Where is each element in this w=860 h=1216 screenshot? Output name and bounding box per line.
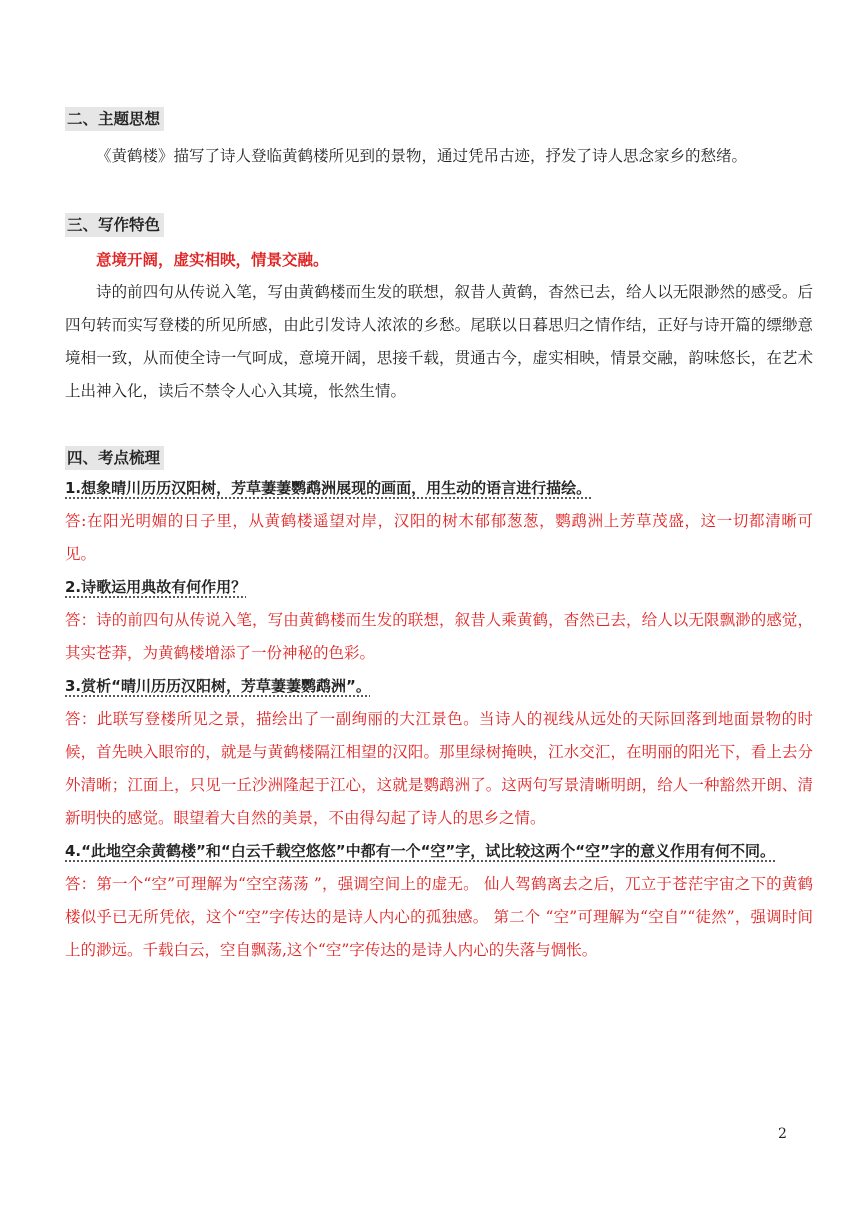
section-heading-theme: 二、主题思想 [65, 107, 164, 131]
exam-answer-1: 答:在阳光明媚的日子里，从黄鹤楼遥望对岸，汉阳的树木郁郁葱葱，鹦鹉洲上芳草茂盛，这一切都清晰可见。 [65, 512, 813, 563]
exam-question-3: 3.赏析“晴川历历汉阳树，芳草萋萋鹦鹉洲”。 [65, 677, 371, 695]
section-theme [65, 107, 813, 173]
features-text: 诗的前四句从传说入笔，写由黄鹤楼而生发的联想，叙昔人黄鹤，杳然已去，给人以无限渺然的感受。后四句转而实写登楼的所见所感，由此引发诗人浓浓的乡愁。尾联以日暮思归之情作结，正好与诗开篇的缥缈意境相一致，从而使全诗一气呵成，意境开阔，思接千载，贯通古今，虚实相映，情景交融，韵味悠长，在艺术上出神入化，读后不禁令人心入其境，怅然生情。 [65, 283, 813, 400]
section-heading-features: 三、写作特色 [65, 213, 164, 237]
exam-answer-4: 答：第一个“空”可理解为“空空荡荡 ”，强调空间上的虚无。 仙人驾鹤离去之后，兀立于苍茫宇宙之下的黄鹤楼似乎已无所凭依，这个“空”字传达的是诗人内心的孤独感。 第二个 “空”可理解为“空自”“徒然”，强调时间上的渺远。千载白云，空自飘荡,这个“空”字传达的是诗人内心的失落与惆怅。 [65, 875, 813, 959]
section-features [65, 213, 813, 408]
section-heading-exam: 四、考点梳理 [65, 446, 164, 470]
page-content [65, 107, 813, 967]
theme-text: 《黄鹤楼》描写了诗人登临黄鹤楼所见到的景物，通过凭吊古迹，抒发了诗人思念家乡的愁绪。 [96, 147, 748, 165]
section-exam [65, 446, 813, 967]
page-number: 2 [778, 1126, 787, 1142]
exam-answer-3: 答：此联写登楼所见之景，描绘出了一副绚丽的大江景色。当诗人的视线从远处的天际回落到地面景物的时候，首先映入眼帘的，就是与黄鹤楼隔江相望的汉阳。那里绿树掩映，江水交汇，在明丽的阳光下，看上去分外清晰；江面上，只见一丘沙洲隆起于江心，这就是鹦鹉洲了。这两句写景清晰明朗，给人一种豁然开朗、清新明快的感觉。眼望着大自然的美景，不由得勾起了诗人的思乡之情。 [65, 710, 813, 827]
exam-answer-2: 答：诗的前四句从传说入笔，写由黄鹤楼而生发的联想，叙昔人乘黄鹤，杳然已去，给人以无限飘渺的感觉，其实苍莽，为黄鹤楼增添了一份神秘的色彩。 [65, 611, 813, 662]
features-highlight: 意境开阔，虚实相映，情景交融。 [96, 250, 329, 269]
exam-question-4: 4.“此地空余黄鹤楼”和“白云千载空悠悠”中都有一个“空”字，试比较这两个“空”字的意义作用有何不同。 [65, 842, 776, 860]
exam-question-2: 2.诗歌运用典故有何作用？ [65, 578, 247, 596]
exam-question-1: 1.想象晴川历历汉阳树，芳草萋萋鹦鹉洲展现的画面，用生动的语言进行描绘。 [65, 479, 592, 497]
